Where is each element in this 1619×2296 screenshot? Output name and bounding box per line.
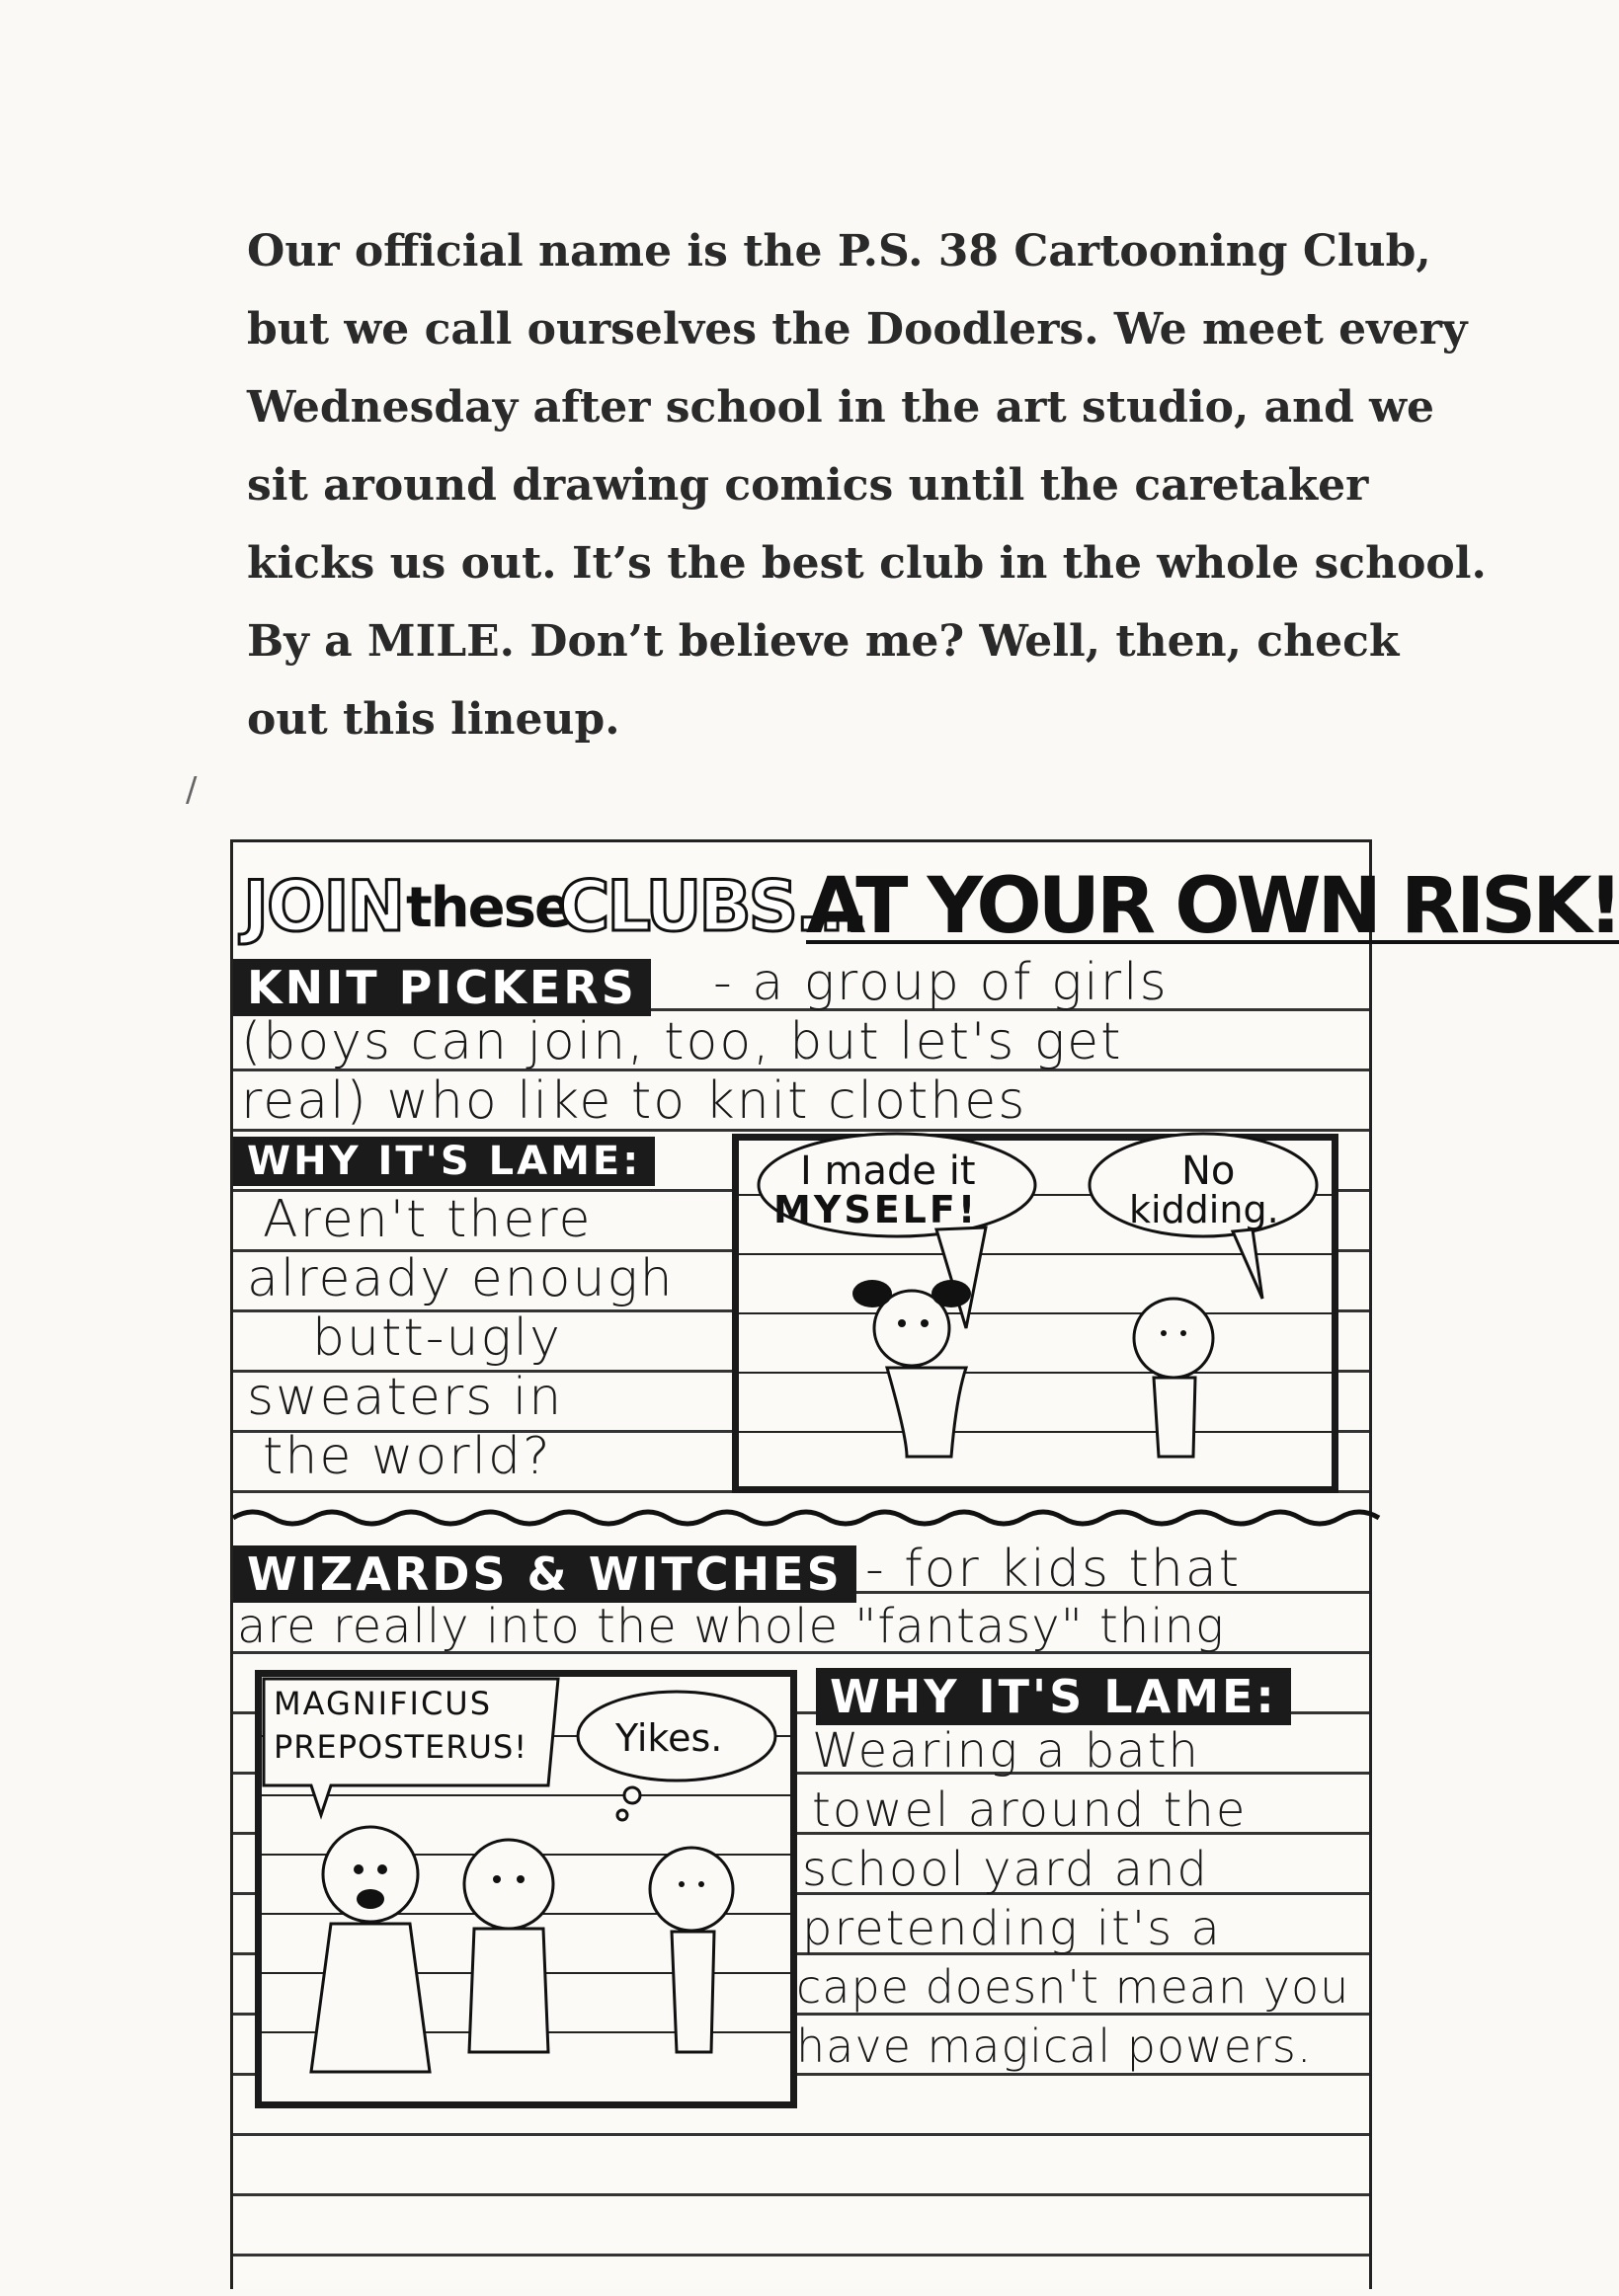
- wizard-comic: [255, 1670, 797, 2108]
- bubble-left: I made it: [800, 1148, 976, 1194]
- header-clubs: CLUBS...: [559, 866, 865, 947]
- prose-line: Wednesday after school in the art studio, and we: [247, 382, 1435, 433]
- header-risk: AT YOUR OWN RISK!: [806, 862, 1619, 951]
- club1-why-label: WHY IT'S LAME:: [233, 1137, 655, 1186]
- prose-line: kicks us out. It’s the best club in the whole school.: [247, 538, 1487, 589]
- club2-why-label: WHY IT'S LAME:: [816, 1668, 1291, 1725]
- knitting-comic: [732, 1134, 1338, 1493]
- club1-why: the world?: [263, 1427, 552, 1486]
- club2-why: Wearing a bath: [812, 1723, 1200, 1779]
- body-paragraph: [247, 212, 1487, 758]
- bubble-right: kidding.: [1129, 1188, 1279, 1231]
- header-these: these: [406, 876, 570, 940]
- club1-why: butt-ugly: [312, 1308, 562, 1368]
- club1-why: sweaters in: [247, 1368, 564, 1427]
- club2-why: have magical powers.: [796, 2019, 1313, 2073]
- prose-line: but we call ourselves the Doodlers. We meet every: [247, 304, 1468, 355]
- club2-name: WIZARDS & WITCHES: [233, 1545, 856, 1603]
- prose-line: sit around drawing comics until the caretaker: [247, 460, 1369, 511]
- bubble-left-bold: MYSELF!: [773, 1188, 979, 1231]
- club1-desc: - a group of girls: [713, 953, 1169, 1012]
- club1-why: Aren't there: [263, 1190, 593, 1249]
- club1-desc: real) who like to knit clothes: [241, 1071, 1027, 1131]
- club2-desc: are really into the whole "fantasy" thing: [237, 1599, 1225, 1654]
- panel-header: [233, 842, 1619, 951]
- spell-text: MAGNIFICUS: [274, 1685, 493, 1722]
- prose-line: By a MILE. Don’t believe me? Well, then, check: [247, 616, 1400, 667]
- club2-why: pretending it's a: [802, 1901, 1222, 1956]
- club1-why: already enough: [247, 1249, 675, 1308]
- club2-desc: - for kids that: [865, 1540, 1242, 1599]
- header-join: JOIN: [243, 866, 404, 947]
- club2-why: school yard and: [802, 1842, 1209, 1897]
- clubs-comic-panel: [230, 839, 1619, 2289]
- club2-why: towel around the: [812, 1782, 1248, 1838]
- prose-line: out this lineup.: [247, 694, 620, 745]
- club2-why: cape doesn't mean you: [796, 1960, 1350, 2014]
- thought-text: Yikes.: [615, 1716, 723, 1760]
- spell-text: PREPOSTERUS!: [274, 1728, 528, 1766]
- prose-line: Our official name is the P.S. 38 Cartooning Club,: [247, 226, 1431, 277]
- bubble-right: No: [1181, 1148, 1236, 1194]
- stray-mark: /: [186, 770, 198, 810]
- wavy-divider: [233, 1506, 1369, 1530]
- club1-desc: (boys can join, too, but let's get: [241, 1012, 1123, 1071]
- club1-name: KNIT PICKERS: [233, 959, 651, 1016]
